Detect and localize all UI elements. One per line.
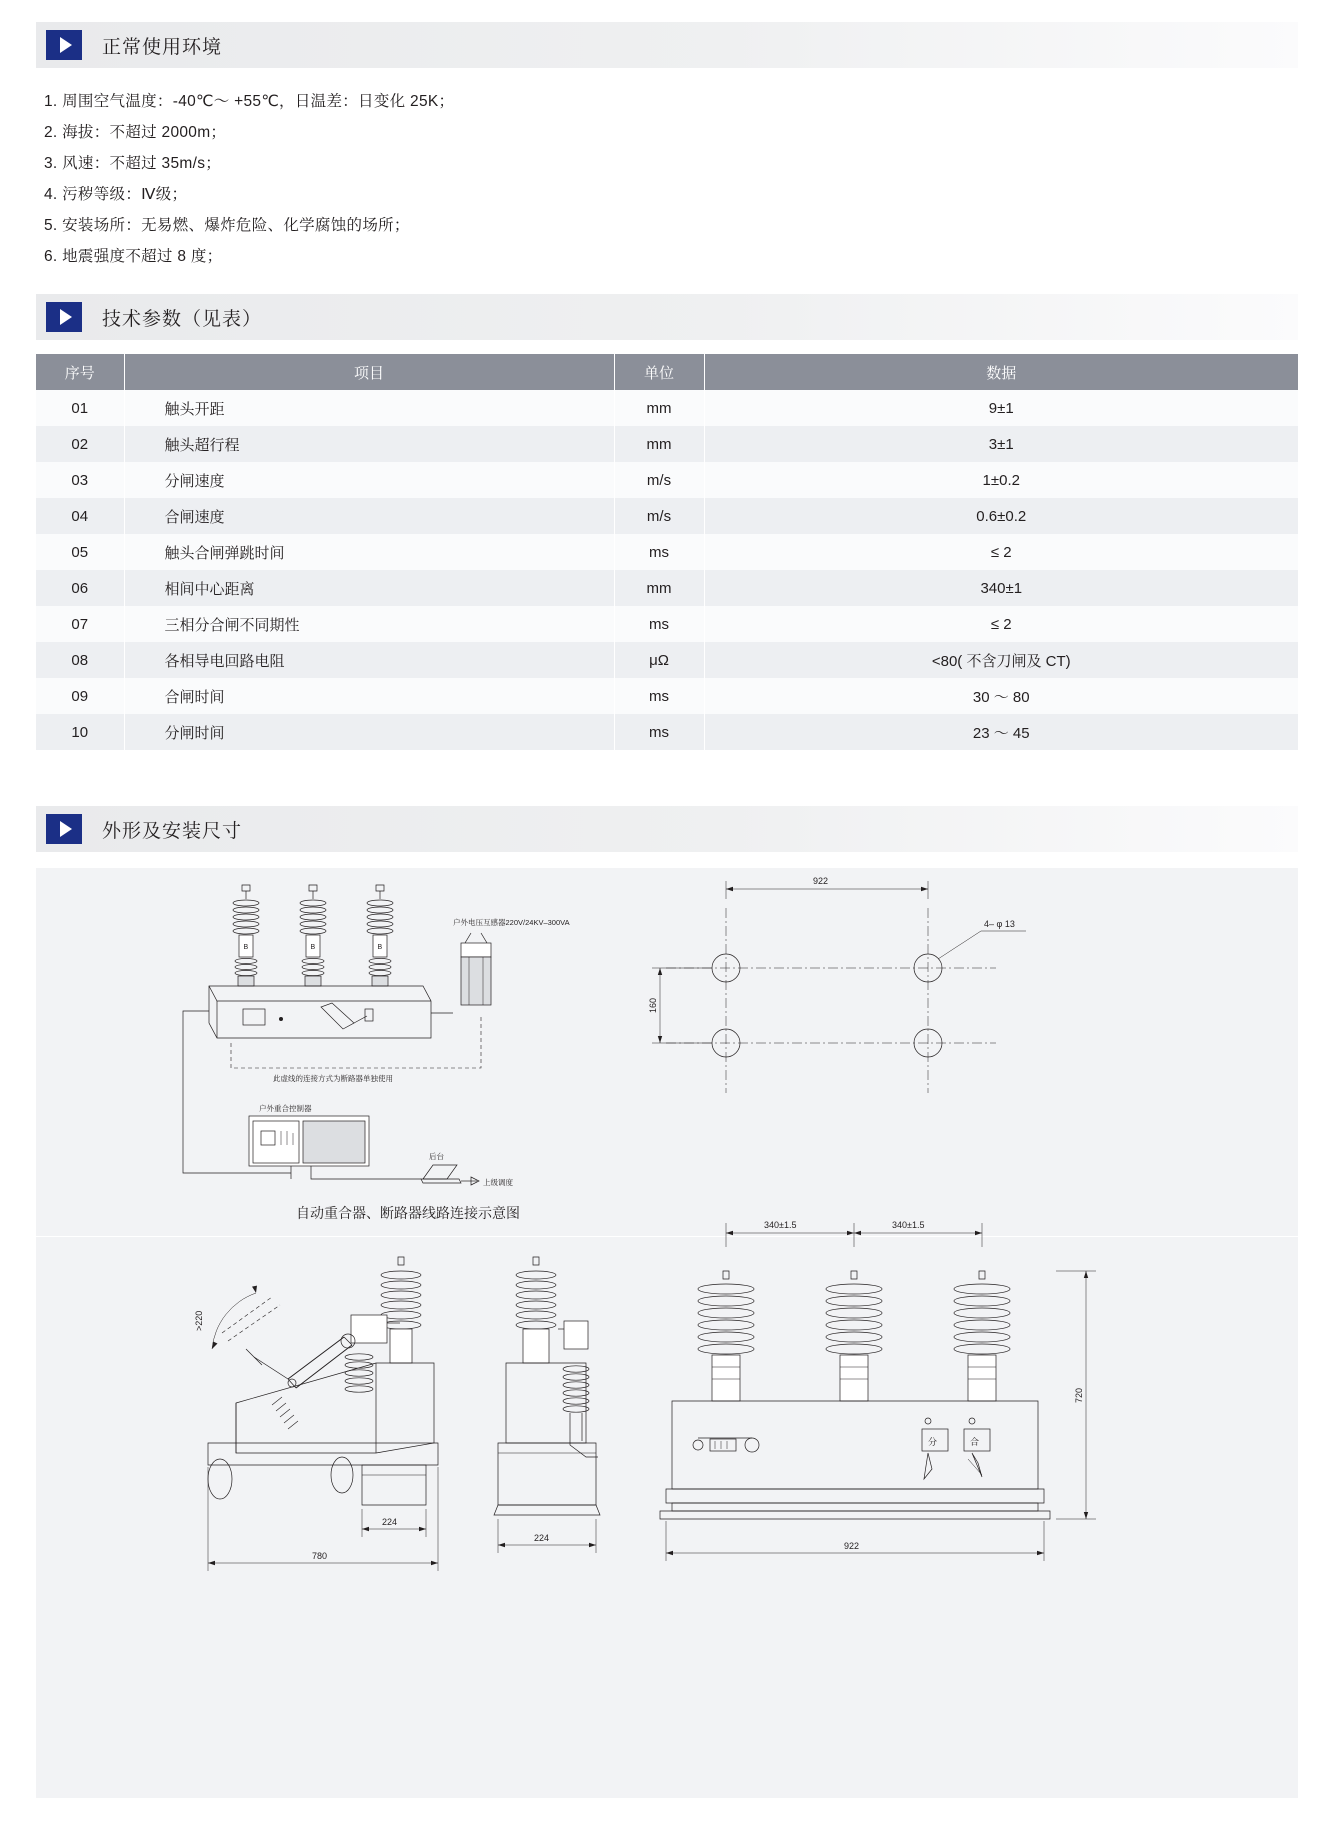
list-item: 6. 地震强度不超过 8 度； bbox=[44, 248, 223, 265]
dim-hole-spec: 4– φ 13 bbox=[984, 919, 1015, 929]
table-row bbox=[36, 534, 1298, 570]
cell-data: 23 ～ 45 bbox=[704, 714, 1298, 750]
section-title-dim: 外形及安装尺寸 bbox=[102, 820, 243, 842]
cell-unit: mm bbox=[614, 390, 704, 426]
list-item: 4. 污秽等级：Ⅳ级； bbox=[44, 186, 188, 203]
cell-item: 相间中心距离 bbox=[124, 570, 614, 606]
play-triangle-icon bbox=[46, 30, 82, 60]
divider bbox=[36, 1236, 1298, 1237]
cell-data: ≤ 2 bbox=[704, 534, 1298, 570]
svg-text:上级调度: 上级调度 bbox=[483, 1178, 513, 1187]
cell-data: 30 ～ 80 bbox=[704, 678, 1298, 714]
column-header-data: 数据 bbox=[704, 354, 1298, 390]
cell-item: 合闸速度 bbox=[124, 498, 614, 534]
svg-text:此虚线的连接方式为断路器单独使用: 此虚线的连接方式为断路器单独使用 bbox=[273, 1074, 393, 1083]
play-triangle-icon bbox=[46, 302, 82, 332]
cell-data: 3±1 bbox=[704, 426, 1298, 462]
column-header-unit: 单位 bbox=[614, 354, 704, 390]
dim-224-a: 224 bbox=[382, 1517, 398, 1527]
column-header-item: 项目 bbox=[124, 354, 614, 390]
cell-unit: ms bbox=[614, 606, 704, 642]
badge-close: 合 bbox=[970, 1437, 980, 1447]
list-item: 5. 安装场所：无易燃、爆炸危险、化学腐蚀的场所； bbox=[44, 217, 410, 234]
cell-no: 10 bbox=[36, 714, 124, 750]
cell-unit: m/s bbox=[614, 498, 704, 534]
cell-no: 03 bbox=[36, 462, 124, 498]
dim-720: 720 bbox=[1074, 1387, 1084, 1403]
spec-table bbox=[36, 354, 1298, 750]
cell-unit: ms bbox=[614, 714, 704, 750]
cell-item: 各相导电回路电阻 bbox=[124, 642, 614, 678]
dim-160-left: 160 bbox=[648, 997, 658, 1013]
drawing-area bbox=[36, 868, 1298, 1798]
env-condition-list bbox=[36, 86, 1298, 272]
table-row bbox=[36, 714, 1298, 750]
svg-text:B: B bbox=[377, 944, 383, 951]
cell-unit: ms bbox=[614, 534, 704, 570]
svg-text:B: B bbox=[310, 944, 316, 951]
list-item: 3. 风速：不超过 35m/s； bbox=[44, 155, 222, 172]
table-row bbox=[36, 570, 1298, 606]
page bbox=[0, 22, 1334, 1834]
section-title-spec: 技术参数（见表） bbox=[102, 308, 263, 330]
svg-text:后台: 后台 bbox=[429, 1152, 444, 1161]
list-item: 2. 海拔：不超过 2000m； bbox=[44, 124, 227, 141]
cell-item: 合闸时间 bbox=[124, 678, 614, 714]
column-header-no: 序号 bbox=[36, 354, 124, 390]
section-title-env: 正常使用环境 bbox=[102, 36, 223, 58]
cell-no: 06 bbox=[36, 570, 124, 606]
table-row bbox=[36, 606, 1298, 642]
dim-angle-220: >220 bbox=[194, 1310, 204, 1331]
cell-no: 04 bbox=[36, 498, 124, 534]
cell-no: 09 bbox=[36, 678, 124, 714]
table-row bbox=[36, 498, 1298, 534]
list-item: 1. 周围空气温度：-40℃～ +55℃，日温差：日变化 25K； bbox=[44, 93, 455, 110]
cell-data: 0.6±0.2 bbox=[704, 498, 1298, 534]
cell-unit: μΩ bbox=[614, 642, 704, 678]
svg-text:户外电压互感器220V/24KV–300VA: 户外电压互感器220V/24KV–300VA bbox=[453, 918, 570, 927]
cell-no: 02 bbox=[36, 426, 124, 462]
table-row bbox=[36, 678, 1298, 714]
cell-item: 触头开距 bbox=[124, 390, 614, 426]
dim-922-bottom: 922 bbox=[844, 1541, 860, 1551]
cell-no: 01 bbox=[36, 390, 124, 426]
play-triangle-icon bbox=[46, 814, 82, 844]
table-row bbox=[36, 642, 1298, 678]
table-row bbox=[36, 426, 1298, 462]
svg-text:户外重合控制器: 户外重合控制器 bbox=[259, 1104, 312, 1113]
dim-340-b: 340±1.5 bbox=[892, 1220, 925, 1230]
section-header-env bbox=[36, 22, 1298, 68]
cell-unit: m/s bbox=[614, 462, 704, 498]
cell-unit: mm bbox=[614, 426, 704, 462]
section-header-spec bbox=[36, 294, 1298, 340]
cell-item: 三相分合闸不同期性 bbox=[124, 606, 614, 642]
outline-views bbox=[36, 1220, 1298, 1788]
cell-unit: ms bbox=[614, 678, 704, 714]
dim-780: 780 bbox=[312, 1551, 328, 1561]
section-header-dim bbox=[36, 806, 1298, 852]
table-header-row bbox=[36, 354, 1298, 390]
badge-open: 分 bbox=[928, 1437, 938, 1447]
cell-item: 分闸速度 bbox=[124, 462, 614, 498]
caption-schematic: 自动重合器、断路器线路连接示意图 bbox=[296, 1205, 520, 1221]
cell-no: 05 bbox=[36, 534, 124, 570]
svg-text:B: B bbox=[243, 944, 249, 951]
dim-922-top: 922 bbox=[813, 876, 829, 886]
cell-no: 08 bbox=[36, 642, 124, 678]
cell-unit: mm bbox=[614, 570, 704, 606]
dim-340-a: 340±1.5 bbox=[764, 1220, 797, 1230]
cell-no: 07 bbox=[36, 606, 124, 642]
table-row bbox=[36, 462, 1298, 498]
cell-data: <80( 不含刀闸及 CT) bbox=[704, 642, 1298, 678]
cell-data: 340±1 bbox=[704, 570, 1298, 606]
cell-item: 触头合闸弹跳时间 bbox=[124, 534, 614, 570]
dim-224-b: 224 bbox=[534, 1533, 550, 1543]
cell-data: ≤ 2 bbox=[704, 606, 1298, 642]
table-row bbox=[36, 390, 1298, 426]
cell-item: 分闸时间 bbox=[124, 714, 614, 750]
cell-item: 触头超行程 bbox=[124, 426, 614, 462]
schematic-and-hole-pattern bbox=[36, 868, 1298, 1263]
cell-data: 1±0.2 bbox=[704, 462, 1298, 498]
cell-data: 9±1 bbox=[704, 390, 1298, 426]
